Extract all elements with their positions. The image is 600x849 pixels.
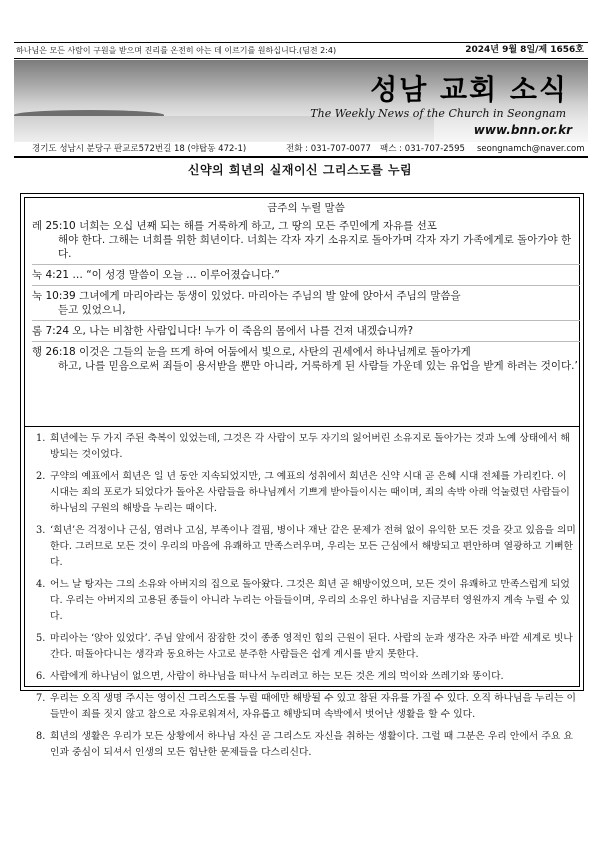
verse-text: 오, 나는 비참한 사람입니다! 누가 이 죽음의 몸에서 나를 건져 내겠습니까? [72,325,414,337]
list-item [36,729,576,761]
point-text: 구약의 예표에서 희년은 일 년 동안 지속되었지만, 그 예표의 성취에서 희년은 신약 시대 곧 은혜 시대 전체를 가리킨다. 이 시대는 죄의 포로가 되었다가 돌아온 사람들을 하나님께서 기쁘게 받아들이시는 때이며, 죄의 속박 아래 억눌렸던 사람들이 하나님의 구원의 해방을 누리는 때이다. [50,471,570,514]
list-item [36,577,576,625]
verse-text: 너희는 오십 년째 되는 해를 거룩하게 하고, 그 땅의 모든 주민에게 자유를 선포 [79,220,437,232]
church-address: 경기도 성남시 분당구 판교로572번길 18 (야탑동 472-1) [32,144,247,154]
scripture-title: 금주의 누릴 말씀 [267,202,345,214]
section-divider [24,426,580,427]
verse-ref: 롬 7:24 [32,325,70,337]
verse-continuation: 해야 한다. 그해는 너희를 위한 희년이다. 너희는 각자 자기 소유지로 돌아가며 각자 자기 가족에게로 돌아가야 한다. [58,234,572,260]
list-item [36,669,576,685]
email-address[interactable]: seongnamch@naver.com [477,144,585,154]
point-number: 4. [36,579,46,590]
point-text: 사람에게 하나님이 없으면, 사람이 하나님을 떠나서 누리려고 하는 모든 것은 게의 먹이와 쓰레기와 똥이다. [50,671,504,682]
issue-date: 2024년 9월 8일/제 1656호 [465,45,584,55]
page-heading: 신약의 희년의 실재이신 그리스도를 누림 [187,163,413,177]
verse-ref: 행 26:18 [32,346,76,358]
point-number: 8. [36,731,46,742]
scripture-verse [32,324,580,342]
verse-ref: 눅 4:21 [32,269,70,281]
masthead-banner [14,60,588,142]
point-number: 7. [36,693,46,704]
verse-text: 이것은 그들의 눈을 뜨게 하여 어둠에서 빛으로, 사탄의 권세에서 하나님께로 돌아가게 [79,346,471,358]
list-item [36,523,576,571]
point-number: 2. [36,471,46,482]
phone-number: 전화 : 031-707-0077 [286,144,371,154]
message-points [36,431,576,767]
scripture-section [32,200,580,370]
verse-ref: 레 25:10 [32,220,76,232]
scripture-verse [32,345,580,376]
point-text: 마리아는 ‘앉아 있었다’. 주님 앞에서 잠잠한 것이 종종 영적인 힘의 근원이 된다. 사람의 눈과 생각은 자주 바깥 세계로 빗나간다. 떠돌아다니는 생각과 동요하는 사고로 분주한 사람들은 쉽게 계시를 받지 못한다. [50,633,573,660]
newsletter-title: 성남 교회 소식 [370,73,568,106]
list-item [36,469,576,517]
scripture-verse [32,219,580,265]
verse-continuation: 하고, 나를 믿음으로써 죄들이 용서받을 뿐만 아니라, 거룩하게 된 사람들 가운데 있는 유업을 받게 하려는 것이다.’ [58,360,578,372]
verse-text: … “이 성경 말씀이 오늘 … 이루어졌습니다.” [72,269,280,281]
point-number: 5. [36,633,46,644]
scripture-verse [32,289,580,321]
verse-text: 그녀에게 마리아라는 동생이 있었다. 마리아는 주님의 발 앞에 앉아서 주님의 말씀을 [79,290,461,302]
list-item [36,691,576,723]
verse-continuation: 듣고 있었으니, [58,304,126,316]
point-text: 희년에는 두 가지 주된 축복이 있었는데, 그것은 각 사람이 모두 자기의 잃어버린 소유지로 돌아가는 것과 노예 상태에서 해방되는 것이었다. [50,433,570,460]
header-verse-bar [14,42,588,59]
newsletter-subtitle: The Weekly News of the Church in Seongnam [310,107,566,120]
point-number: 1. [36,433,46,444]
point-text: ‘희년’은 걱정이나 근심, 염려나 고심, 부족이나 결핍, 병이나 재난 같은 문제가 전혀 없이 유익한 모든 것을 갖고 있음을 의미한다. 그러므로 모든 것이 우리의 마음에 유쾌하고 만족스러우며, 우리는 모든 근심에서 해방되고 편안하며 열광하고 기뻐한다. [50,525,576,568]
point-text: 희년의 생활은 우리가 모든 상황에서 하나님 자신 곧 그리스도 자신을 취하는 생활이다. 그럴 때 그분은 우리 안에서 주요 요인과 중심이 되셔서 인생의 모든 험난한 문제들을 다스리신다. [50,731,573,758]
point-text: 우리는 오직 생명 주시는 영이신 그리스도를 누릴 때에만 해방될 수 있고 참된 자유를 가질 수 있다. 오직 하나님을 누리는 이들만이 죄를 짓지 않고 참으로 자유로워져서, 자유롭고 해방되며 속박에서 벗어난 생활을 할 수 있다. [50,693,577,720]
header-verse: 하나님은 모든 사람이 구원을 받으며 진리를 온전히 아는 데 이르기를 원하십니다.(딤전 2:4) [16,46,337,55]
verse-ref: 눅 10:39 [32,290,76,302]
point-number: 6. [36,671,46,682]
website-link[interactable]: www.bnn.or.kr [473,123,572,137]
point-text: 어느 날 탕자는 그의 소유와 아버지의 집으로 돌아왔다. 그것은 희년 곧 해방이었으며, 모든 것이 유쾌하고 만족스럽게 되었다. 우리는 아버지의 고용된 종들이 아니라 누리는 아들들이며, 우리의 소유인 하나님을 지금부터 영원까지 계속 누릴 수 있다. [50,579,570,622]
contact-bar [14,142,588,158]
scripture-verse [32,268,580,286]
point-number: 3. [36,525,46,536]
fax-number: 팩스 : 031-707-2595 [380,144,465,154]
list-item [36,431,576,463]
list-item [36,631,576,663]
